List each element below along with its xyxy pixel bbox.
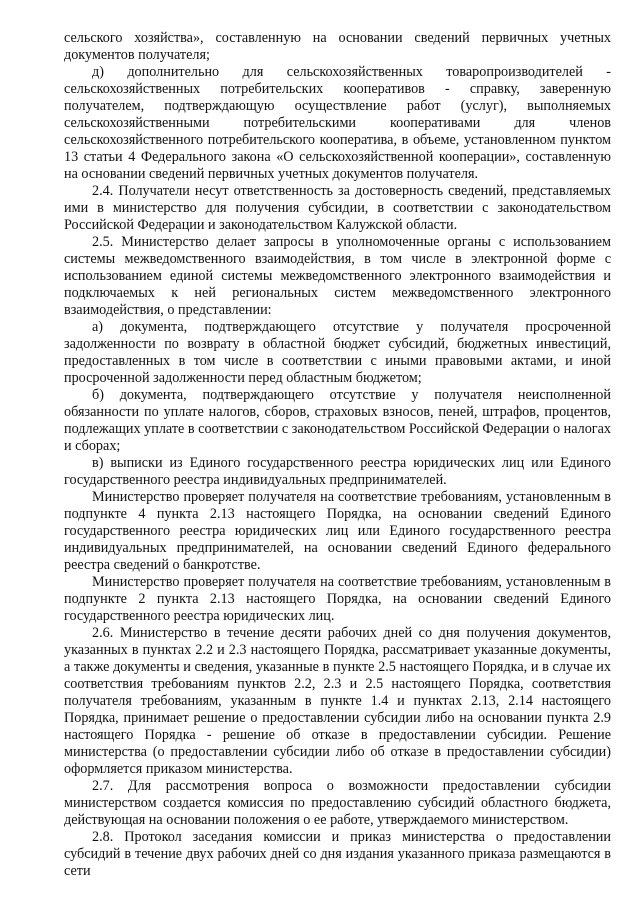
paragraph-2-7: 2.7. Для рассмотрения вопроса о возможности предоставлении субсидии министерством создается комиссия по предоставлению субсидий областного бюджета, действующая на основании положения о ее работе, утверждаемого министерством. xyxy=(64,778,611,828)
document-body xyxy=(64,30,611,880)
paragraph-item-v: в) выписки из Единого государственного реестра юридических лиц или Единого государственного реестра индивидуальных предпринимателей. xyxy=(64,455,611,488)
paragraph-2-4: 2.4. Получатели несут ответственность за достоверность сведений, представляемых ими в министерство для получения субсидии, в соответствии с законодательством Российской Федерации и законодательством Калужской области. xyxy=(64,183,611,233)
paragraph-2-5: 2.5. Министерство делает запросы в уполномоченные органы с использованием системы межведомственного взаимодействия, в том числе в электронной форме с использованием единой системы межведомственного электронного взаимодействия и подключаемых к ней региональных систем межведомственного электронного взаимодействия, о представлении: xyxy=(64,234,611,318)
paragraph-item-d: д) дополнительно для сельскохозяйственных товаропроизводителей - сельскохозяйственных потребительских кооперативов - справку, заверенную получателем, подтверждающую осуществление работ (услуг), выполняемых сельскохозяйственными потребительскими кооперативами для членов сельскохозяйственного потребительского кооператива, в объеме, установленном пунктом 13 статьи 4 Федерального закона «О сельскохозяйственной кооперации», составленную на основании сведений первичных учетных документов получателя. xyxy=(64,64,611,182)
paragraph-ministry-check-1: Министерство проверяет получателя на соответствие требованиям, установленным в подпункте 4 пункта 2.13 настоящего Порядка, на основании сведений Единого государственного реестра юридических лиц или Единого государственного реестра индивидуальных предпринимателей, на основании сведений Единого федерального реестра сведений о банкротстве. xyxy=(64,489,611,573)
paragraph-item-b: б) документа, подтверждающего отсутствие у получателя неисполненной обязанности по уплате налогов, сборов, страховых взносов, пеней, штрафов, процентов, подлежащих уплате в соответствии с законодательством Российской Федерации о налогах и сборах; xyxy=(64,387,611,454)
paragraph-2-6: 2.6. Министерство в течение десяти рабочих дней со дня получения документов, указанных в пунктах 2.2 и 2.3 настоящего Порядка, рассматривает указанные документы, а также документы и сведения, указанные в пункте 2.5 настоящего Порядка, и в случае их соответствия требованиям пунктов 2.2, 2.3 и 2.5 настоящего Порядка, соответствия получателя требованиям, указанным в пункте 1.4 и пунктах 2.13, 2.14 настоящего Порядка, принимает решение о предоставлении субсидии либо на основании пункта 2.9 настоящего Порядка - решение об отказе в предоставлении субсидии. Решение министерства (о предоставлении субсидии либо об отказе в предоставлении субсидии) оформляется приказом министерства. xyxy=(64,625,611,777)
paragraph-2-8: 2.8. Протокол заседания комиссии и приказ министерства о предоставлении субсидий в течение двух рабочих дней со дня издания указанного приказа размещаются в сети xyxy=(64,829,611,879)
paragraph-ministry-check-2: Министерство проверяет получателя на соответствие требованиям, установленным в подпункте 2 пункта 2.13 настоящего Порядка, на основании сведений Единого государственного реестра юридических лиц. xyxy=(64,574,611,624)
paragraph-item-a: а) документа, подтверждающего отсутствие у получателя просроченной задолженности по возврату в областной бюджет субсидий, бюджетных инвестиций, предоставленных в том числе в соответствии с иными правовыми актами, и иной просроченной задолженности перед областным бюджетом; xyxy=(64,319,611,386)
paragraph-continuation: сельского хозяйства», составленную на основании сведений первичных учетных документов получателя; xyxy=(64,30,611,63)
